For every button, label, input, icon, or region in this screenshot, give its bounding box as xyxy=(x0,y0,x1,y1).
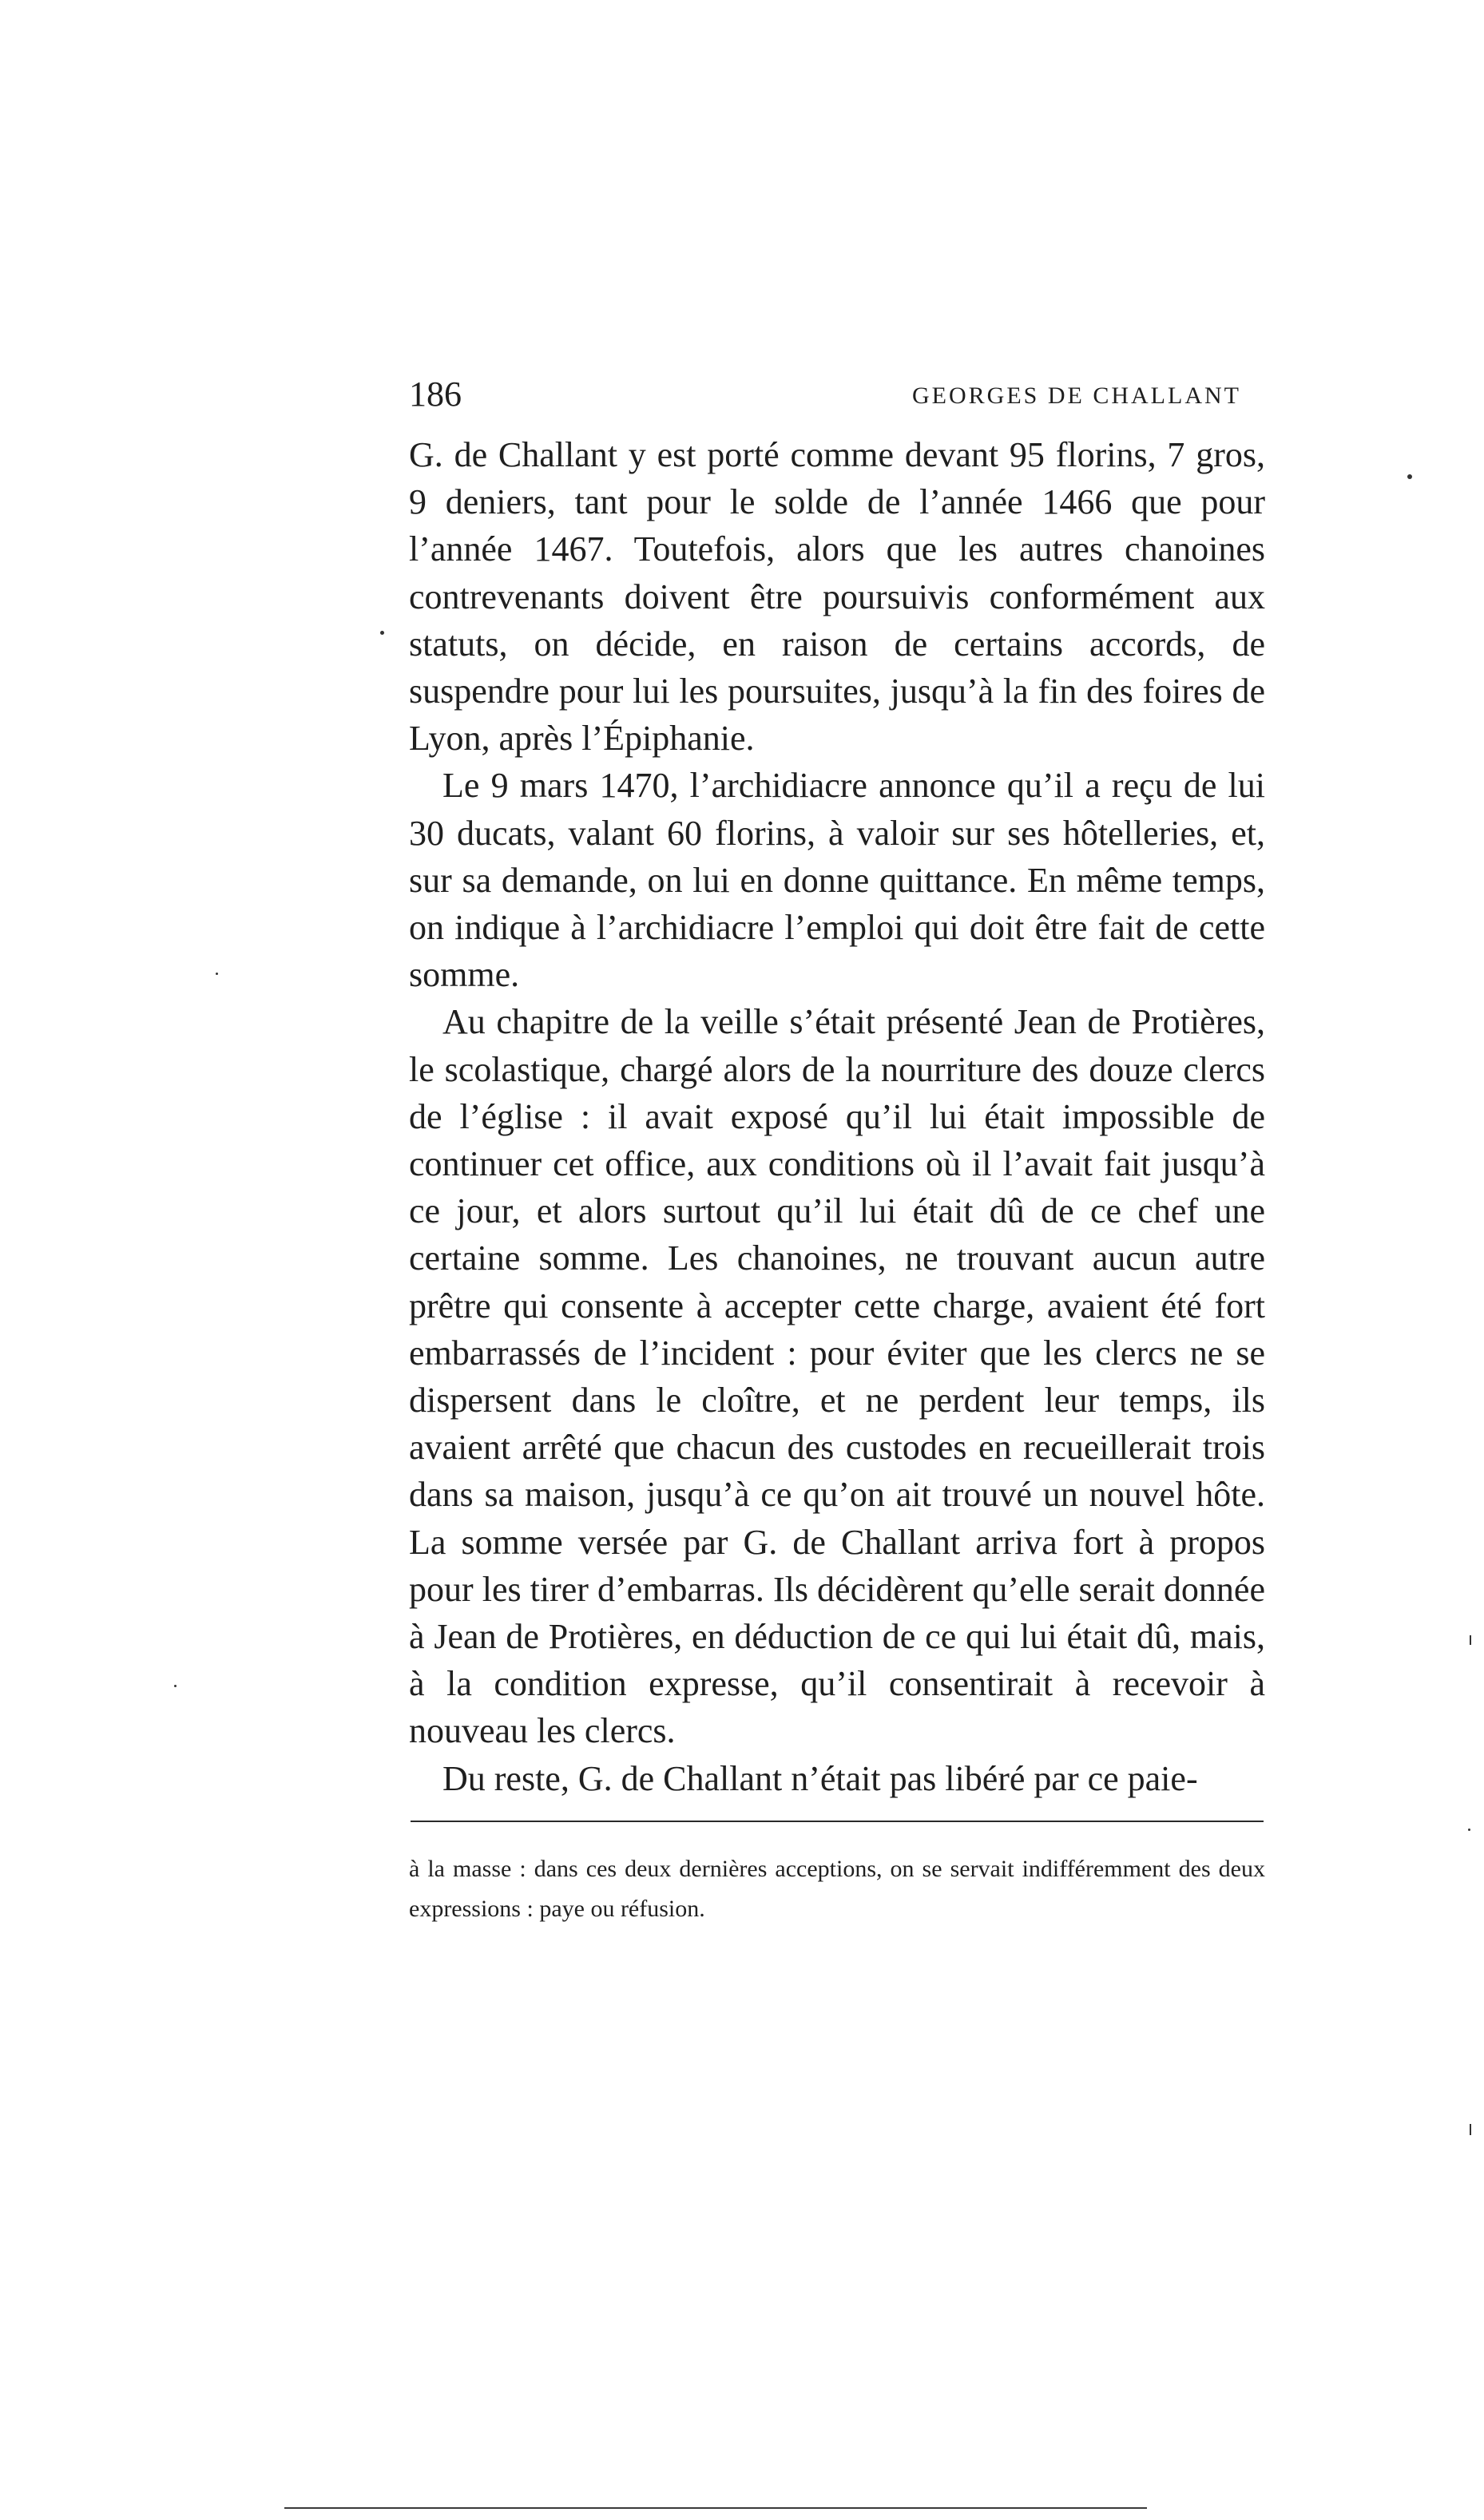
footnote xyxy=(409,1849,1265,1929)
paragraph-4: Du reste, G. de Challant n’était pas libéré par ce paie- xyxy=(442,1758,1198,1798)
scan-speck xyxy=(380,631,384,635)
footnote-divider xyxy=(411,1821,1264,1822)
footnote-text: à la masse : dans ces deux dernières acceptions, on se servait indifféremment des deux expressions : paye ou réfusion. xyxy=(409,1856,1265,1922)
scan-speck xyxy=(1407,474,1412,479)
scan-speck xyxy=(1468,1829,1470,1831)
scan-speck xyxy=(174,1685,177,1687)
paragraph-2: Le 9 mars 1470, l’archidiacre annonce qu’il a reçu de lui 30 ducats, valant 60 florins, à valoir sur ses hôtelleries, et, sur sa demande, on lui en donne quittance. En même temps, on indique à l’archidiacre l’emploi qui doit être fait de cette somme. xyxy=(409,766,1265,995)
scan-speck xyxy=(1470,1635,1471,1645)
body-text xyxy=(409,431,1265,1802)
scan-speck xyxy=(1470,2124,1471,2135)
page-bottom-edge xyxy=(284,2507,1147,2509)
paragraph-3: Au chapitre de la veille s’était présenté Jean de Protières, le scolastique, chargé alors de la nourriture des douze clercs de l’église : il avait exposé qu’il lui était impossible de continuer cet office, aux conditions où il l’avait fait jusqu’à ce jour, et alors surtout qu’il lui était dû de ce chef une certaine somme. Les chanoines, ne trouvant aucun autre prêtre qui consente à accepter cette charge, avaient été fort embarrassés de l’incident : pour éviter que les clercs ne se dispersent dans le cloître, et ne perdent leur temps, ils avaient arrêté que chacun des custodes en recueillerait trois dans sa maison, jusqu’à ce qu’on ait trouvé un nouvel hôte. La somme versée par G. de Challant arriva fort à propos pour les tirer d’embarras. Ils décidèrent qu’elle serait donnée à Jean de Protières, en déduction de ce qui lui était dû, mais, à la condition expresse, qu’il consentirait à recevoir à nouveau les clercs. xyxy=(409,1002,1265,1751)
page-header xyxy=(409,372,1248,420)
running-title: GEORGES DE CHALLANT xyxy=(912,382,1241,409)
page-number: 186 xyxy=(409,374,462,414)
scan-speck xyxy=(216,973,218,975)
paragraph-1: G. de Challant y est porté comme devant 95 florins, 7 gros, 9 deniers, tant pour le solde de l’année 1466 que pour l’année 1467. Toutefois, alors que les autres chanoines contrevenants doivent être poursuivis conformément aux statuts, on décide, en raison de certains accords, de suspendre pour lui les poursuites, jusqu’à la fin des foires de Lyon, après l’Épiphanie. xyxy=(409,435,1265,759)
